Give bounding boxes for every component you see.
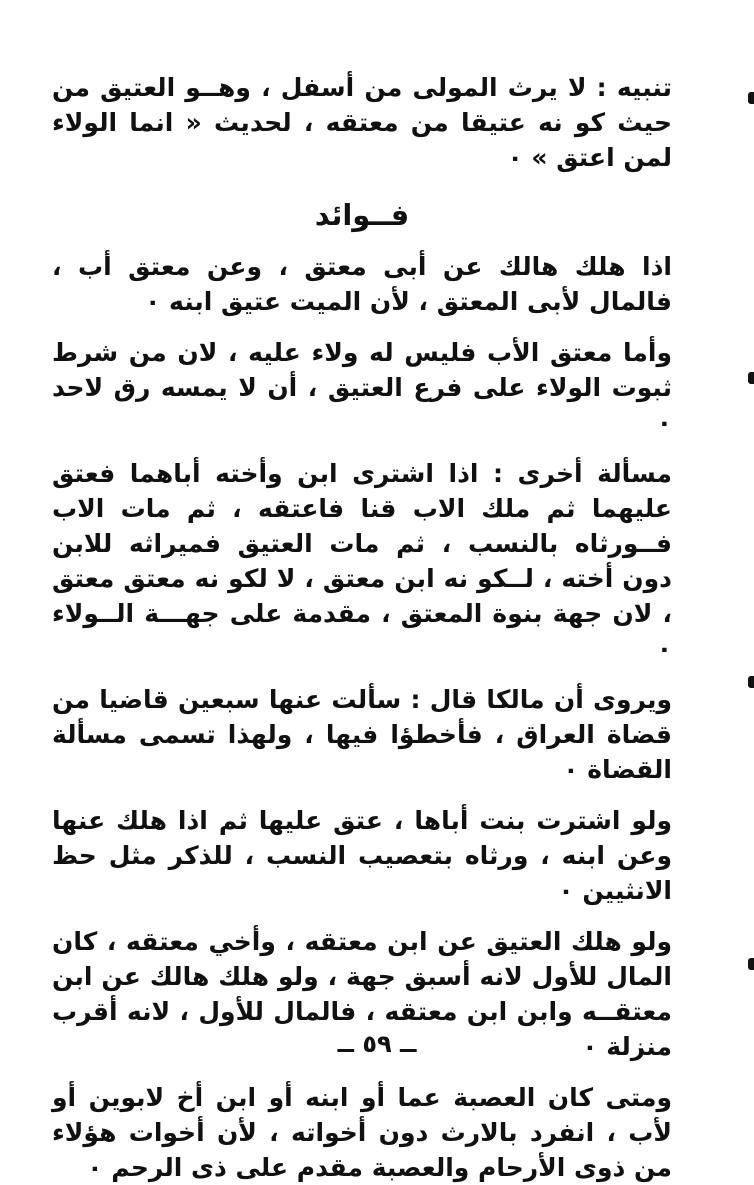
paragraph-3: مسألة أخرى : اذا اشترى ابن وأخته أباهما فعتق عليهما ثم ملك الاب قنا فاعتقه ، ثم مات الاب فــورثاه بالنسب ، ثم مات العتيق فميراثه للابن دون أخته ، لــكو نه ابن معتق ، لا لكو نه معتق معتق ، لان جهة بنوة المعتق ، مقدمة على جهـــة الــولاء ٠ (52, 459, 672, 663)
paragraph-1: اذا هلك هالك عن أبى معتق ، وعن معتق أب ، فالمال لأبى المعتق ، لأن الميت عتيق ابنه ٠ (52, 252, 672, 316)
page-body (52, 70, 672, 1182)
edge-mark (748, 372, 754, 384)
paragraph-5: ولو اشترت بنت أباها ، عتق عليها ثم اذا هلك عنها وعن ابنه ، ورثاه بتعصيب النسب ، للذكر مثل حظ الانثيين ٠ (52, 806, 672, 905)
paragraph-2: وأما معتق الأب فليس له ولاء عليه ، لان من شرط ثبوت الولاء على فرع العتيق ، أن لا يمسه رق لاحد ٠ (52, 338, 672, 437)
paragraph-note: تنبيه : لا يرث المولى من أسفل ، وهــو العتيق من حيث كو نه عتيقا من معتقه ، لحديث « انما الولاء لمن اعتق » ٠ (52, 73, 672, 172)
page-number: ــ ٥٩ ــ (337, 1030, 417, 1058)
edge-mark (748, 92, 754, 104)
paragraph-6: ولو هلك العتيق عن ابن معتقه ، وأخي معتقه ، كان المال للأول لانه أسبق جهة ، ولو هلك هالك عن ابن معتقــه وابن ابن معتقه ، فالمال للأول ، لانه أقرب منزلة ٠ (52, 927, 672, 1061)
paragraph-4: ويروى أن مالكا قال : سألت عنها سبعين قاضيا من قضاة العراق ، فأخطؤا فيها ، ولهذا تسمى مسألة القضاة ٠ (52, 685, 672, 784)
section-heading: فــوائد (314, 198, 410, 232)
edge-mark (748, 958, 754, 970)
paragraph-7: ومتى كان العصبة عما أو ابنه أو ابن أخ لابوين أو لأب ، انفرد بالارث دون أخواته ، لأن أخوات هؤلاء من ذوى الأرحام والعصبة مقدم على ذى الرحم ٠ (52, 1083, 672, 1182)
edge-mark (748, 676, 754, 688)
